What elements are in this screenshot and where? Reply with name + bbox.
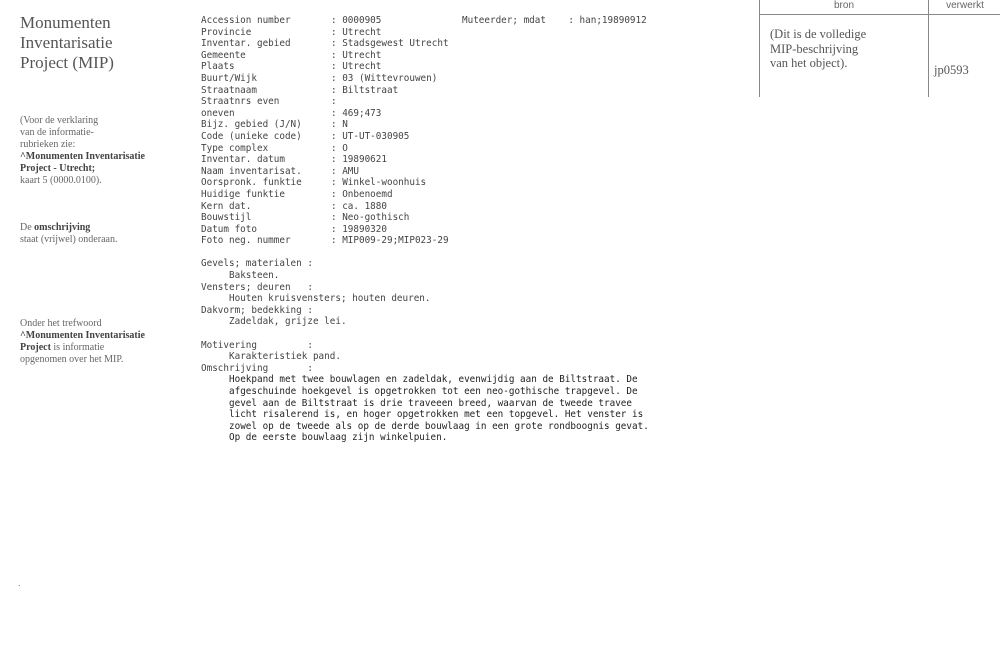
materials-gevels-label: Gevels; materialen :	[201, 258, 313, 270]
field-value: : 469;473	[331, 107, 382, 119]
box-divider	[928, 0, 929, 97]
field-row	[201, 189, 649, 201]
materials-vensters-label: Vensters; deuren :	[201, 281, 313, 293]
page-title	[20, 13, 114, 73]
field-label: Inventar. gebied	[201, 38, 291, 50]
note-text: is informatie	[50, 342, 105, 353]
note-reference: Project - Utrecht;	[20, 163, 96, 174]
motivering-label: Motivering :	[201, 339, 313, 351]
field-label: Type complex	[201, 142, 269, 154]
sidebar-note-omschrijving	[20, 222, 180, 246]
field-value: : Utrecht	[331, 26, 382, 38]
note-text: De	[20, 222, 35, 233]
note-line-bold	[20, 163, 180, 175]
header-bron: bron	[760, 0, 928, 15]
title-line: Project (MIP)	[20, 53, 114, 72]
field-value: : 19890621	[331, 154, 387, 166]
field-label: Straatnrs even	[201, 96, 280, 108]
field-label: Datum foto	[201, 223, 257, 235]
omschrijving-line: zowel op de tweede als op de derde bouwlaag in een grote rondboognis gevat.	[229, 420, 649, 432]
spacer	[201, 247, 649, 259]
note-line-bold	[20, 151, 180, 163]
field-value: : MIP009-29;MIP023-29	[331, 235, 449, 247]
spacer	[201, 328, 649, 340]
field-row	[201, 108, 649, 120]
note-line: (Voor de verklaring	[20, 115, 99, 126]
field-value: : AMU	[331, 165, 359, 177]
sidebar-note-verklaring	[20, 115, 180, 187]
processed-code: jp0593	[934, 63, 969, 77]
title-line: Inventarisatie	[20, 33, 113, 52]
source-description	[770, 27, 866, 71]
field-label: Buurt/Wijk	[201, 72, 257, 84]
field-value: : O	[331, 142, 348, 154]
field-list	[201, 15, 649, 247]
field-value: : 19890320	[331, 223, 387, 235]
record-body	[201, 15, 649, 444]
note-line: van de informatie-	[20, 127, 94, 138]
field-label: Provincie	[201, 26, 252, 38]
note-line	[20, 222, 180, 234]
field-label: Gemeente	[201, 49, 246, 61]
field-value: : Stadsgewest Utrecht	[331, 38, 449, 50]
motivering-section	[201, 340, 649, 363]
source-box	[759, 0, 1000, 97]
field-label: Straatnaam	[201, 84, 257, 96]
omschrijving-line: licht risalerend is, en hoger opgetrokken met een topgevel. Het venster is	[229, 409, 644, 421]
muteerder-field: Muteerder; mdat : han;19890912	[462, 15, 647, 26]
field-row	[201, 131, 649, 143]
source-line: MIP-beschrijving	[770, 41, 859, 56]
field-row	[201, 85, 649, 97]
field-row	[201, 166, 649, 178]
materials-dakvorm-value: Zadeldak, grijze lei.	[229, 316, 347, 328]
field-label: Oorspronk. funktie	[201, 177, 302, 189]
field-row	[201, 201, 649, 213]
field-value: : Utrecht	[331, 49, 382, 61]
field-row	[201, 38, 649, 50]
field-label: oneven	[201, 107, 235, 119]
field-value: : Onbenoemd	[331, 188, 393, 200]
field-value: : UT-UT-030905	[331, 130, 410, 142]
field-row	[201, 119, 649, 131]
note-line: kaart 5 (0000.0100).	[20, 175, 102, 186]
field-label: Bouwstijl	[201, 212, 252, 224]
note-reference: ^Monumenten Inventarisatie	[20, 151, 145, 162]
source-line: van het object).	[770, 56, 848, 70]
field-label: Bijz. gebied (J/N)	[201, 119, 302, 131]
field-value: : ca. 1880	[331, 200, 387, 212]
field-label: Code (unieke code)	[201, 130, 302, 142]
field-value: : N	[331, 119, 348, 131]
materials-dakvorm-label: Dakvorm; bedekking :	[201, 304, 313, 316]
stray-mark: .	[18, 579, 21, 588]
header-verwerkt: verwerkt	[929, 0, 1000, 15]
field-value: : 03 (Wittevrouwen)	[331, 72, 438, 84]
note-line	[20, 342, 180, 354]
field-label: Plaats	[201, 61, 235, 73]
note-keyword: Project	[20, 342, 51, 353]
omschrijving-line: gevel aan de Biltstraat is drie traveeen breed, waarvan de tweede travee	[229, 397, 632, 409]
note-line: Onder het trefwoord	[20, 318, 102, 329]
materials-vensters-value: Houten kruisvensters; houten deuren.	[229, 293, 431, 305]
omschrijving-line: afgeschuinde hoekgevel is opgetrokken tot een neo-gothische trapgevel. De	[229, 386, 638, 397]
field-value: : Neo-gothisch	[331, 212, 410, 224]
omschrijving-label: Omschrijving :	[201, 362, 313, 374]
field-row	[201, 61, 649, 73]
field-row	[201, 27, 649, 39]
field-label: Kern dat.	[201, 200, 252, 212]
field-row	[201, 212, 649, 224]
field-row	[201, 96, 649, 108]
materials-section	[201, 258, 649, 328]
note-line-bold	[20, 330, 180, 342]
field-value: : 0000905	[331, 15, 382, 26]
field-label: Foto neg. nummer	[201, 235, 291, 247]
field-row	[201, 235, 649, 247]
omschrijving-line: Hoekpand met twee bouwlagen en zadeldak, evenwijdig aan de Biltstraat. De	[229, 374, 638, 386]
title-line: Monumenten	[20, 13, 111, 32]
motivering-value: Karakteristiek pand.	[229, 351, 341, 363]
field-value: : Biltstraat	[331, 84, 399, 96]
note-line: staat (vrijwel) onderaan.	[20, 234, 118, 245]
materials-gevels-value: Baksteen.	[229, 270, 280, 282]
field-row	[201, 143, 649, 155]
field-value: :	[331, 96, 337, 108]
field-row	[201, 154, 649, 166]
field-label: Huidige funktie	[201, 188, 285, 200]
note-reference: ^Monumenten Inventarisatie	[20, 330, 145, 341]
source-line: (Dit is de volledige	[770, 27, 867, 41]
omschrijving-section	[201, 363, 649, 444]
field-value: : Utrecht	[331, 61, 382, 73]
field-value: : Winkel-woonhuis	[331, 177, 427, 189]
sidebar-note-trefwoord	[20, 318, 180, 366]
field-label: Naam inventarisat.	[201, 165, 302, 177]
field-label: Accession number	[201, 15, 291, 26]
note-keyword: omschrijving	[34, 222, 91, 233]
field-row	[201, 73, 649, 85]
note-line: opgenomen over het MIP.	[20, 354, 124, 365]
note-line: rubrieken zie:	[20, 139, 76, 150]
field-row	[201, 177, 649, 189]
field-row	[201, 224, 649, 236]
field-row	[201, 50, 649, 62]
omschrijving-line: Op de eerste bouwlaag zijn winkelpuien.	[229, 432, 448, 444]
field-label: Inventar. datum	[201, 154, 285, 166]
